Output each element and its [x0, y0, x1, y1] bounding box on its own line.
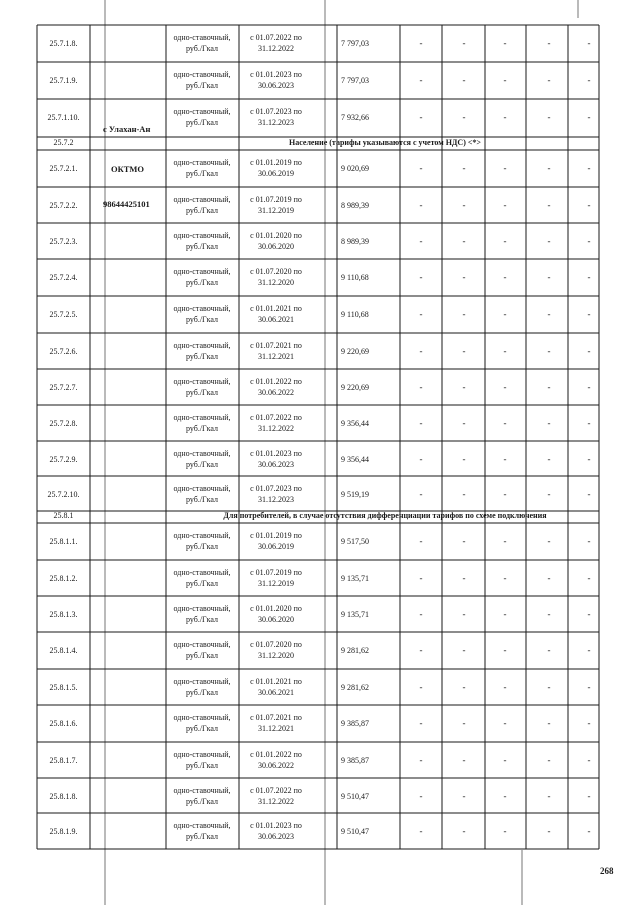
row-number: 25.7.2.2.: [49, 200, 78, 210]
tariff-value: 9 135,71: [341, 609, 369, 619]
empty-cell: -: [587, 717, 591, 728]
validity-period: с 01.01.2023 по 30.06.2023: [250, 70, 302, 90]
validity-period: с 01.01.2022 по 30.06.2022: [250, 377, 302, 397]
table-row: [37, 296, 599, 332]
empty-cell: -: [503, 488, 507, 499]
rate-unit: одно-ставочный, руб./Гкал: [173, 677, 231, 697]
row-number: 25.7.1.10.: [47, 112, 80, 122]
empty-cell: -: [462, 825, 466, 836]
empty-cell: -: [419, 111, 423, 122]
empty-cell: -: [462, 308, 466, 319]
oktmo-label: ОКТМО: [111, 164, 144, 174]
validity-period: с 01.07.2021 по 31.12.2021: [250, 341, 302, 361]
empty-cell: -: [503, 271, 507, 282]
table-row: [37, 705, 599, 741]
empty-cell: -: [503, 572, 507, 583]
section-title: Население (тарифы указываются с учетом НДС) <*>: [289, 138, 481, 147]
empty-cell: -: [503, 74, 507, 85]
empty-cell: -: [419, 453, 423, 464]
empty-cell: -: [587, 608, 591, 619]
table-row: [37, 742, 599, 778]
empty-cell: -: [503, 717, 507, 728]
empty-cell: -: [547, 37, 551, 48]
empty-cell: -: [547, 235, 551, 246]
empty-cell: -: [587, 37, 591, 48]
rate-unit: одно-ставочный, руб./Гкал: [173, 341, 231, 361]
empty-cell: -: [462, 453, 466, 464]
empty-cell: -: [462, 74, 466, 85]
table-row: [37, 405, 599, 441]
empty-cell: -: [419, 681, 423, 692]
empty-cell: -: [503, 162, 507, 173]
empty-cell: -: [547, 74, 551, 85]
table-row: [37, 62, 599, 98]
empty-cell: -: [587, 535, 591, 546]
empty-cell: -: [547, 417, 551, 428]
empty-cell: -: [587, 111, 591, 122]
table-row: [37, 187, 599, 223]
empty-cell: -: [587, 572, 591, 583]
settlement-label: с Улахан-Ан: [103, 124, 151, 134]
empty-cell: -: [503, 37, 507, 48]
empty-cell: -: [419, 825, 423, 836]
empty-cell: -: [503, 825, 507, 836]
rate-unit: одно-ставочный, руб./Гкал: [173, 158, 231, 178]
row-number: 25.8.1.8.: [49, 791, 78, 801]
empty-cell: -: [547, 790, 551, 801]
empty-cell: -: [547, 825, 551, 836]
rate-unit: одно-ставочный, руб./Гкал: [173, 70, 231, 90]
validity-period: с 01.07.2019 по 31.12.2019: [250, 195, 302, 215]
empty-cell: -: [587, 308, 591, 319]
empty-cell: -: [503, 754, 507, 765]
rate-unit: одно-ставочный, руб./Гкал: [173, 107, 231, 127]
validity-period: с 01.01.2019 по 30.06.2019: [250, 531, 302, 551]
empty-cell: -: [419, 37, 423, 48]
empty-cell: -: [587, 162, 591, 173]
rate-unit: одно-ставочный, руб./Гкал: [173, 484, 231, 504]
table-row: [37, 596, 599, 632]
rate-unit: одно-ставочный, руб./Гкал: [173, 604, 231, 624]
empty-cell: -: [462, 717, 466, 728]
empty-cell: -: [462, 754, 466, 765]
empty-cell: -: [547, 271, 551, 282]
section-number: 25.8.1: [53, 511, 74, 520]
row-number: 25.7.2.7.: [49, 382, 78, 392]
validity-period: с 01.01.2020 по 30.06.2020: [250, 231, 302, 251]
tariff-value: 9 281,62: [341, 682, 369, 692]
table-row: [37, 560, 599, 596]
table-row: [37, 99, 599, 135]
validity-period: с 01.01.2021 по 30.06.2021: [250, 677, 302, 697]
empty-cell: -: [587, 488, 591, 499]
empty-cell: -: [587, 453, 591, 464]
empty-cell: -: [503, 199, 507, 210]
empty-cell: -: [547, 644, 551, 655]
rate-unit: одно-ставочный, руб./Гкал: [173, 33, 231, 53]
validity-period: с 01.01.2023 по 30.06.2023: [250, 821, 302, 841]
empty-cell: -: [587, 345, 591, 356]
table-row: [37, 150, 599, 186]
row-number: 25.7.2.1.: [49, 163, 78, 173]
empty-cell: -: [503, 308, 507, 319]
table-row: [37, 223, 599, 259]
empty-cell: -: [503, 644, 507, 655]
tariff-value: 8 989,39: [341, 200, 369, 210]
tariff-value: 9 510,47: [341, 791, 369, 801]
row-number: 25.8.1.3.: [49, 609, 78, 619]
rate-unit: одно-ставочный, руб./Гкал: [173, 377, 231, 397]
row-number: 25.8.1.4.: [49, 645, 78, 655]
empty-cell: -: [547, 488, 551, 499]
empty-cell: -: [419, 717, 423, 728]
rate-unit: одно-ставочный, руб./Гкал: [173, 640, 231, 660]
empty-cell: -: [503, 235, 507, 246]
empty-cell: -: [503, 417, 507, 428]
rate-unit: одно-ставочный, руб./Гкал: [173, 531, 231, 551]
empty-cell: -: [547, 381, 551, 392]
row-number: 25.7.1.9.: [49, 75, 78, 85]
empty-cell: -: [419, 790, 423, 801]
tariff-value: 9 110,68: [341, 272, 369, 282]
empty-cell: -: [462, 271, 466, 282]
validity-period: с 01.01.2023 по 30.06.2023: [250, 449, 302, 469]
empty-cell: -: [547, 111, 551, 122]
rate-unit: одно-ставочный, руб./Гкал: [173, 231, 231, 251]
empty-cell: -: [587, 74, 591, 85]
empty-cell: -: [419, 345, 423, 356]
table-row: [37, 441, 599, 477]
rate-unit: одно-ставочный, руб./Гкал: [173, 821, 231, 841]
empty-cell: -: [587, 644, 591, 655]
rate-unit: одно-ставочный, руб./Гкал: [173, 750, 231, 770]
table-row: [37, 333, 599, 369]
empty-cell: -: [587, 825, 591, 836]
empty-cell: -: [419, 608, 423, 619]
empty-cell: -: [547, 453, 551, 464]
rate-unit: одно-ставочный, руб./Гкал: [173, 786, 231, 806]
empty-cell: -: [419, 271, 423, 282]
validity-period: с 01.07.2020 по 31.12.2020: [250, 267, 302, 287]
rate-unit: одно-ставочный, руб./Гкал: [173, 195, 231, 215]
table-row: [37, 632, 599, 668]
empty-cell: -: [419, 199, 423, 210]
empty-cell: -: [419, 488, 423, 499]
empty-cell: -: [587, 681, 591, 692]
empty-cell: -: [503, 453, 507, 464]
row-number: 25.8.1.6.: [49, 718, 78, 728]
empty-cell: -: [587, 381, 591, 392]
rate-unit: одно-ставочный, руб./Гкал: [173, 413, 231, 433]
rate-unit: одно-ставочный, руб./Гкал: [173, 449, 231, 469]
tariff-value: 9 356,44: [341, 454, 369, 464]
rate-unit: одно-ставочный, руб./Гкал: [173, 713, 231, 733]
empty-cell: -: [547, 199, 551, 210]
validity-period: с 01.07.2023 по 31.12.2023: [250, 484, 302, 504]
empty-cell: -: [587, 754, 591, 765]
empty-cell: -: [419, 644, 423, 655]
row-number: 25.8.1.7.: [49, 755, 78, 765]
empty-cell: -: [547, 717, 551, 728]
tariff-value: 9 220,69: [341, 346, 369, 356]
empty-cell: -: [503, 381, 507, 392]
empty-cell: -: [587, 790, 591, 801]
table-row: [37, 369, 599, 405]
empty-cell: -: [419, 754, 423, 765]
empty-cell: -: [419, 235, 423, 246]
tariff-value: 9 135,71: [341, 573, 369, 583]
validity-period: с 01.01.2019 по 30.06.2019: [250, 158, 302, 178]
empty-cell: -: [419, 74, 423, 85]
empty-cell: -: [547, 345, 551, 356]
empty-cell: -: [419, 308, 423, 319]
validity-period: с 01.01.2021 по 30.06.2021: [250, 304, 302, 324]
empty-cell: -: [547, 572, 551, 583]
tariff-value: 7 797,03: [341, 75, 369, 85]
empty-cell: -: [462, 417, 466, 428]
row-number: 25.7.2.8.: [49, 418, 78, 428]
table-row: [37, 523, 599, 559]
empty-cell: -: [547, 754, 551, 765]
page-number: 268: [600, 866, 614, 876]
validity-period: с 01.07.2019 по 31.12.2019: [250, 568, 302, 588]
empty-cell: -: [503, 535, 507, 546]
empty-cell: -: [462, 381, 466, 392]
empty-cell: -: [462, 644, 466, 655]
validity-period: с 01.07.2023 по 31.12.2023: [250, 107, 302, 127]
rate-unit: одно-ставочный, руб./Гкал: [173, 568, 231, 588]
empty-cell: -: [503, 790, 507, 801]
section-number: 25.7.2: [53, 138, 74, 147]
table-row: [37, 778, 599, 814]
empty-cell: -: [547, 681, 551, 692]
empty-cell: -: [587, 417, 591, 428]
empty-cell: -: [503, 681, 507, 692]
empty-cell: -: [547, 162, 551, 173]
table-row: [37, 259, 599, 295]
tariff-value: 9 385,87: [341, 718, 369, 728]
empty-cell: -: [462, 535, 466, 546]
tariff-value: 9 519,19: [341, 489, 369, 499]
tariff-value: 9 020,69: [341, 163, 369, 173]
row-number: 25.8.1.1.: [49, 536, 78, 546]
empty-cell: -: [503, 345, 507, 356]
tariff-value: 9 356,44: [341, 418, 369, 428]
row-number: 25.7.2.4.: [49, 272, 78, 282]
validity-period: с 01.01.2022 по 30.06.2022: [250, 750, 302, 770]
table-row: [37, 813, 599, 849]
row-number: 25.8.1.5.: [49, 682, 78, 692]
empty-cell: -: [547, 535, 551, 546]
validity-period: с 01.01.2020 по 30.06.2020: [250, 604, 302, 624]
row-number: 25.7.2.9.: [49, 454, 78, 464]
empty-cell: -: [462, 111, 466, 122]
empty-cell: -: [587, 199, 591, 210]
section-header: [37, 511, 599, 523]
empty-cell: -: [462, 162, 466, 173]
empty-cell: -: [503, 111, 507, 122]
tariff-value: 8 989,39: [341, 236, 369, 246]
empty-cell: -: [462, 235, 466, 246]
empty-cell: -: [462, 681, 466, 692]
empty-cell: -: [419, 162, 423, 173]
row-number: 25.7.2.6.: [49, 346, 78, 356]
validity-period: с 01.07.2020 по 31.12.2020: [250, 640, 302, 660]
empty-cell: -: [419, 381, 423, 392]
row-number: 25.7.1.8.: [49, 38, 78, 48]
empty-cell: -: [503, 608, 507, 619]
table-row: [37, 669, 599, 705]
empty-cell: -: [462, 572, 466, 583]
empty-cell: -: [547, 308, 551, 319]
empty-cell: -: [419, 417, 423, 428]
tariff-value: 9 385,87: [341, 755, 369, 765]
empty-cell: -: [462, 488, 466, 499]
empty-cell: -: [462, 37, 466, 48]
section-header: [37, 138, 599, 150]
rate-unit: одно-ставочный, руб./Гкал: [173, 304, 231, 324]
section-title: Для потребителей, в случае отсутствия дифференциации тарифов по схеме подключения: [223, 511, 547, 520]
row-number: 25.7.2.10.: [47, 489, 80, 499]
empty-cell: -: [462, 608, 466, 619]
tariff-value: 9 110,68: [341, 309, 369, 319]
tariff-value: 9 281,62: [341, 645, 369, 655]
validity-period: с 01.07.2022 по 31.12.2022: [250, 33, 302, 53]
row-number: 25.7.2.3.: [49, 236, 78, 246]
empty-cell: -: [587, 235, 591, 246]
tariff-value: 7 797,03: [341, 38, 369, 48]
validity-period: с 01.07.2022 по 31.12.2022: [250, 413, 302, 433]
empty-cell: -: [462, 199, 466, 210]
row-number: 25.7.2.5.: [49, 309, 78, 319]
empty-cell: -: [587, 271, 591, 282]
empty-cell: -: [462, 790, 466, 801]
empty-cell: -: [547, 608, 551, 619]
table-row: [37, 476, 599, 512]
oktmo-code: 98644425101: [103, 199, 150, 209]
empty-cell: -: [462, 345, 466, 356]
table-row: [37, 25, 599, 61]
row-number: 25.8.1.2.: [49, 573, 78, 583]
tariff-value: 9 220,69: [341, 382, 369, 392]
rate-unit: одно-ставочный, руб./Гкал: [173, 267, 231, 287]
tariff-value: 7 932,66: [341, 112, 369, 122]
tariff-value: 9 517,50: [341, 536, 369, 546]
validity-period: с 01.07.2021 по 31.12.2021: [250, 713, 302, 733]
empty-cell: -: [419, 572, 423, 583]
empty-cell: -: [419, 535, 423, 546]
tariff-value: 9 510,47: [341, 826, 369, 836]
row-number: 25.8.1.9.: [49, 826, 78, 836]
validity-period: с 01.07.2022 по 31.12.2022: [250, 786, 302, 806]
